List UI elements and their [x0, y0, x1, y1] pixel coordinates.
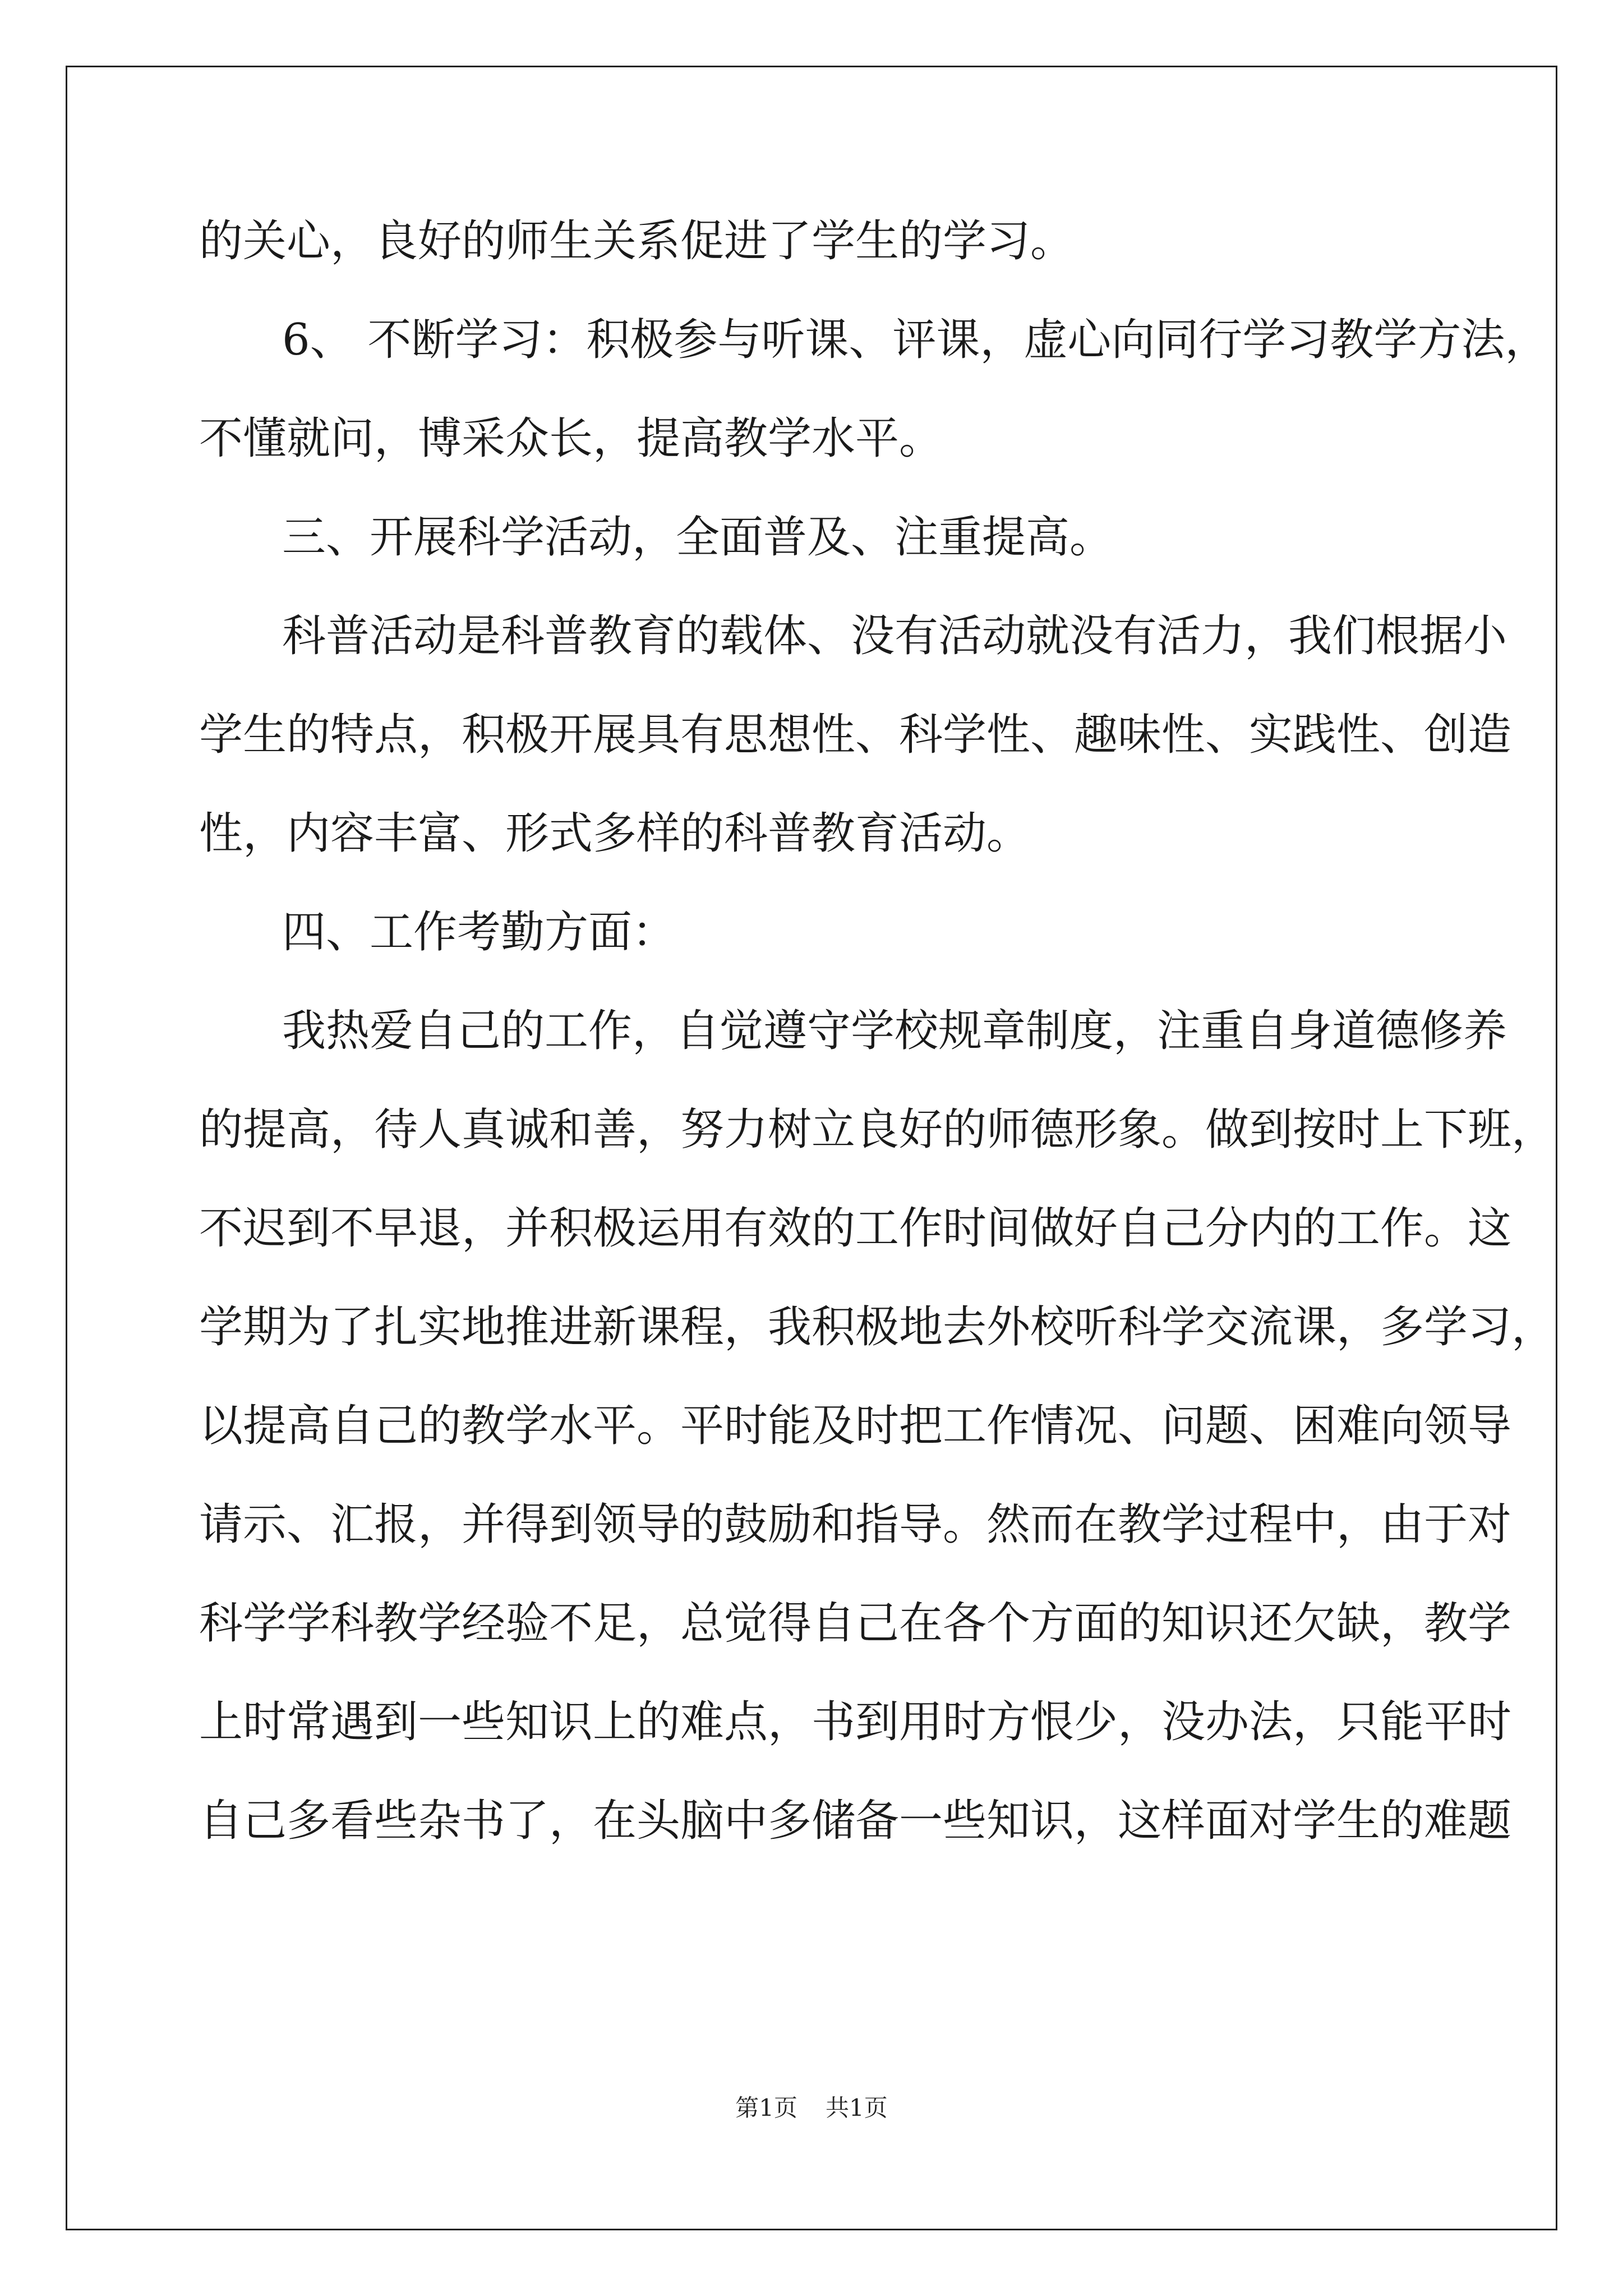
text-line: 学期为了扎实地推进新课程，我积极地去外校听科学交流课，多学习， [199, 1302, 1556, 1352]
text-line: 科普活动是科普教育的载体、没有活动就没有活力，我们根据小 [282, 611, 1507, 661]
text-line: 科学学科教学经验不足，总觉得自己在各个方面的知识还欠缺，教学 [199, 1598, 1512, 1649]
text-line: 我热爱自己的工作，自觉遵守学校规章制度，注重自身道德修养 [282, 1006, 1507, 1056]
text-line: 不懂就问，博采众长，提高教学水平。 [199, 413, 943, 464]
text-line: 三、开展科学活动，全面普及、注重提高。 [282, 512, 1114, 563]
text-line: 的提高，待人真诚和善，努力树立良好的师德形象。做到按时上下班， [199, 1105, 1556, 1155]
page-footer [0, 2090, 1623, 2123]
text-line: 的关心，良好的师生关系促进了学生的学习。 [199, 216, 1075, 266]
page-number: 第1页 [735, 2094, 797, 2122]
text-line: 上时常遇到一些知识上的难点，书到用时方恨少，没办法，只能平时 [199, 1697, 1512, 1747]
text-line: 自己多看些杂书了，在头脑中多储备一些知识，这样面对学生的难题 [199, 1796, 1512, 1846]
text-line: 不迟到不早退，并积极运用有效的工作时间做好自己分内的工作。这 [199, 1203, 1512, 1254]
text-line: 请示、汇报，并得到领导的鼓励和指导。然而在教学过程中，由于对 [199, 1499, 1512, 1550]
text-line: 以提高自己的教学水平。平时能及时把工作情况、问题、困难向领导 [199, 1401, 1512, 1451]
text-line: 性，内容丰富、形式多样的科普教育活动。 [199, 808, 1031, 859]
text-line: 四、工作考勤方面： [282, 907, 676, 958]
text-line: 学生的特点，积极开展具有思想性、科学性、趣味性、实践性、创造 [199, 710, 1512, 760]
page-total: 共1页 [826, 2094, 888, 2122]
text-line: 6、 不断学习：积极参与听课、评课，虚心向同行学习教学方法， [282, 315, 1549, 365]
